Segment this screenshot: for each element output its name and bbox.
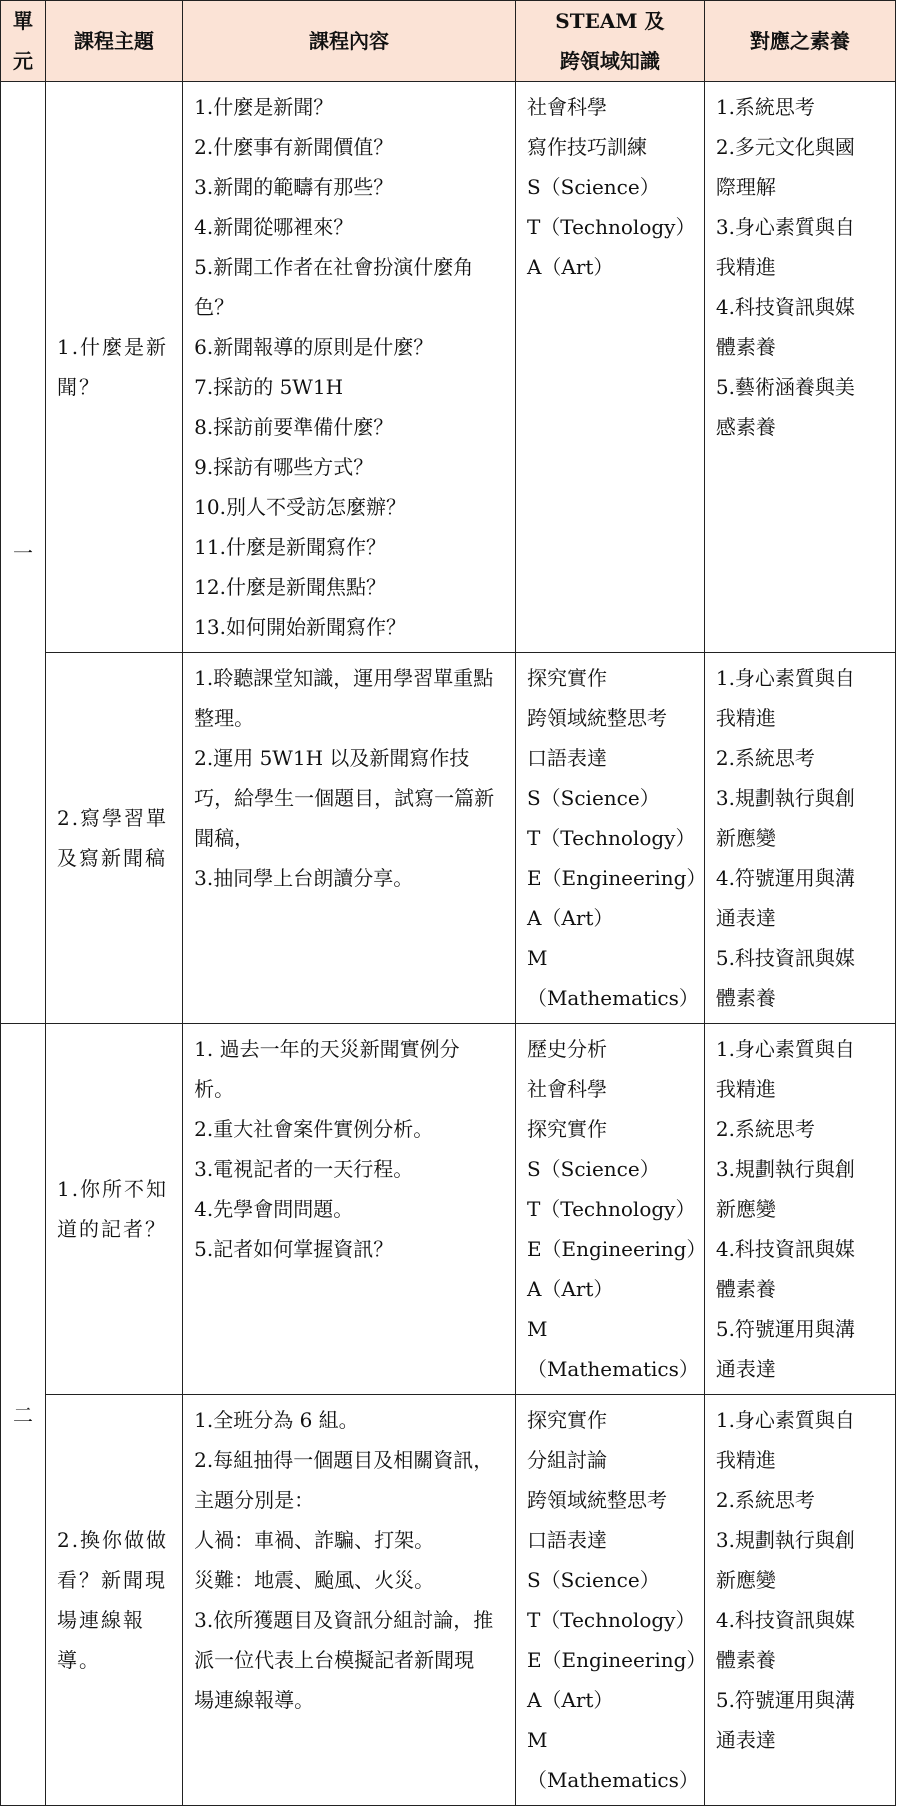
course-content-line: 1.全班分為 6 組。: [194, 1408, 359, 1432]
core-literacy-line: 體素養: [715, 1277, 776, 1301]
course-content-line: 主題分別是：: [194, 1488, 315, 1512]
course-content-line: 整理。: [194, 706, 255, 730]
course-topic: [45, 653, 182, 1024]
core-literacy-line: 2.系統思考: [715, 746, 815, 770]
core-literacy-line: 4.科技資訊與媒: [715, 1608, 855, 1632]
course-content-line: 場連線報導。: [194, 1688, 315, 1712]
steam-knowledge-line: T（Technology）: [526, 1197, 696, 1221]
steam-knowledge-line: 歷史分析: [526, 1037, 607, 1061]
course-topic-line: 1.什麼是新: [56, 335, 169, 359]
course-content-line: 巧，給學生一個題目，試寫一篇新: [194, 786, 495, 810]
core-literacy: [704, 653, 895, 1024]
course-content-line: 2.運用 5W1H 以及新聞寫作技: [194, 746, 470, 770]
steam-knowledge-line: 分組討論: [526, 1448, 607, 1472]
course-content-line: 9.採訪有哪些方式？: [194, 455, 374, 479]
core-literacy: [704, 1395, 895, 1806]
course-content-line: 12.什麼是新聞焦點？: [194, 575, 386, 599]
course-content-line: 析。: [194, 1077, 235, 1101]
course-content-line: 3.依所獲題目及資訊分組討論，推: [194, 1608, 494, 1632]
course-content-line: 派一位代表上台模擬記者新聞現: [194, 1648, 475, 1672]
table-row: [1, 1395, 896, 1806]
steam-knowledge-line: M: [526, 1317, 548, 1341]
steam-knowledge-line: 社會科學: [526, 95, 607, 119]
course-topic-line: 場連線報: [56, 1608, 145, 1632]
core-literacy-line: 4.科技資訊與媒: [715, 295, 855, 319]
core-literacy-line: 1.身心素質與自: [715, 1408, 855, 1432]
core-literacy-line: 新應變: [715, 826, 776, 850]
core-literacy-line: 3.規劃執行與創: [715, 786, 855, 810]
steam-knowledge-line: S（Science）: [526, 175, 660, 199]
course-content-line: 8.採訪前要準備什麼？: [194, 415, 394, 439]
core-literacy-line: 5.符號運用與溝: [715, 1688, 855, 1712]
course-content-line: 色？: [194, 295, 235, 319]
course-content-line: 4.先學會問問題。: [194, 1197, 354, 1221]
core-literacy-line: 3.規劃執行與創: [715, 1528, 855, 1552]
unit-label: 二: [1, 1024, 46, 1806]
course-content-line: 4.新聞從哪裡來？: [194, 215, 354, 239]
course-content-line: 5.新聞工作者在社會扮演什麼角: [194, 255, 474, 279]
course-content-line: 3.新聞的範疇有那些？: [194, 175, 394, 199]
course-content-line: 1.什麼是新聞？: [194, 95, 334, 119]
course-content: [183, 82, 516, 653]
course-content: [183, 653, 516, 1024]
steam-knowledge-line: 社會科學: [526, 1077, 607, 1101]
core-literacy-line: 我精進: [715, 1448, 776, 1472]
steam-knowledge-line: T（Technology）: [526, 826, 696, 850]
core-literacy-line: 際理解: [715, 175, 776, 199]
core-literacy-line: 3.規劃執行與創: [715, 1157, 855, 1181]
course-content-line: 3.電視記者的一天行程。: [194, 1157, 414, 1181]
course-content-line: 7.採訪的 5W1H: [194, 375, 344, 399]
steam-knowledge-line: E（Engineering）: [526, 1648, 707, 1672]
steam-knowledge-line: T（Technology）: [526, 215, 696, 239]
course-topic-line: 2.換你做做: [56, 1528, 169, 1552]
core-literacy-line: 1.身心素質與自: [715, 1037, 855, 1061]
steam-knowledge-line: 探究實作: [526, 1408, 607, 1432]
core-literacy-line: 通表達: [715, 1357, 776, 1381]
table-header-row: [1, 1, 896, 82]
course-content-line: 2.什麼事有新聞價值？: [194, 135, 394, 159]
table-row: [1, 82, 896, 653]
course-content-line: 5.記者如何掌握資訊？: [194, 1237, 394, 1261]
header-steam: STEAM 及 跨領域知識: [515, 1, 704, 82]
core-literacy-line: 感素養: [715, 415, 776, 439]
table-row: [1, 1024, 896, 1395]
core-literacy-line: 新應變: [715, 1197, 776, 1221]
steam-knowledge-line: S（Science）: [526, 1568, 660, 1592]
steam-knowledge-line: 跨領域統整思考: [526, 706, 667, 730]
steam-knowledge-line: S（Science）: [526, 786, 660, 810]
steam-knowledge: [515, 82, 704, 653]
header-literacy: 對應之素養: [704, 1, 895, 82]
course-content-line: 人禍：車禍、詐騙、打架。: [194, 1528, 435, 1552]
course-content-line: 1. 過去一年的天災新聞實例分: [194, 1037, 460, 1061]
core-literacy-line: 5.符號運用與溝: [715, 1317, 855, 1341]
steam-knowledge-line: 探究實作: [526, 1117, 607, 1141]
course-content-line: 2.重大社會案件實例分析。: [194, 1117, 434, 1141]
course-content-line: 11.什麼是新聞寫作？: [194, 535, 386, 559]
core-literacy-line: 4.科技資訊與媒: [715, 1237, 855, 1261]
core-literacy-line: 通表達: [715, 906, 776, 930]
core-literacy-line: 1.系統思考: [715, 95, 815, 119]
course-topic: [45, 1395, 182, 1806]
course-topic-line: 聞？: [56, 375, 101, 399]
steam-knowledge-line: 寫作技巧訓練: [526, 135, 647, 159]
core-literacy-line: 我精進: [715, 1077, 776, 1101]
steam-knowledge-line: 跨領域統整思考: [526, 1488, 667, 1512]
table-row: [1, 653, 896, 1024]
course-topic-line: 及寫新聞稿: [56, 846, 167, 870]
steam-knowledge-line: E（Engineering）: [526, 866, 707, 890]
course-topic-line: 2.寫學習單: [56, 806, 169, 830]
steam-knowledge-line: A（Art）: [526, 255, 614, 279]
steam-knowledge-line: S（Science）: [526, 1157, 660, 1181]
steam-knowledge-line: （Mathematics）: [526, 1357, 699, 1381]
steam-knowledge-line: 探究實作: [526, 666, 607, 690]
course-topic-line: 1.你所不知: [56, 1177, 169, 1201]
steam-knowledge-line: M: [526, 946, 548, 970]
core-literacy-line: 1.身心素質與自: [715, 666, 855, 690]
core-literacy-line: 體素養: [715, 986, 776, 1010]
core-literacy-line: 通表達: [715, 1728, 776, 1752]
steam-knowledge-line: E（Engineering）: [526, 1237, 707, 1261]
core-literacy-line: 5.科技資訊與媒: [715, 946, 855, 970]
header-topic: 課程主題: [45, 1, 182, 82]
course-content-line: 13.如何開始新聞寫作？: [194, 615, 406, 639]
steam-knowledge-line: A（Art）: [526, 1688, 614, 1712]
core-literacy-line: 2.系統思考: [715, 1117, 815, 1141]
core-literacy-line: 3.身心素質與自: [715, 215, 855, 239]
steam-knowledge-line: （Mathematics）: [526, 986, 699, 1010]
steam-knowledge-line: （Mathematics）: [526, 1768, 699, 1792]
steam-knowledge: [515, 1395, 707, 1806]
course-content-line: 3.抽同學上台朗讀分享。: [194, 866, 414, 890]
core-literacy-line: 體素養: [715, 335, 776, 359]
core-literacy-line: 5.藝術涵養與美: [715, 375, 855, 399]
course-content-line: 2.每組抽得一個題目及相關資訊，: [194, 1448, 494, 1472]
steam-knowledge-line: T（Technology）: [526, 1608, 696, 1632]
core-literacy-line: 我精進: [715, 706, 776, 730]
core-literacy: [704, 82, 895, 653]
course-content-line: 6.新聞報導的原則是什麼？: [194, 335, 434, 359]
steam-knowledge: [515, 1024, 707, 1395]
steam-knowledge-line: 口語表達: [526, 1528, 607, 1552]
course-content-line: 聞稿，: [194, 826, 255, 850]
header-content: 課程內容: [183, 1, 516, 82]
course-content: [183, 1395, 516, 1806]
course-topic-line: 導。: [56, 1648, 101, 1672]
steam-knowledge-line: M: [526, 1728, 548, 1752]
header-unit: 單 元: [1, 1, 46, 82]
course-topic: [45, 1024, 182, 1395]
core-literacy-line: 我精進: [715, 255, 776, 279]
core-literacy-line: 新應變: [715, 1568, 776, 1592]
course-topic-line: 看？新聞現: [56, 1568, 167, 1592]
steam-knowledge-line: A（Art）: [526, 1277, 614, 1301]
course-content-line: 10.別人不受訪怎麼辦？: [194, 495, 406, 519]
course-topic: [45, 82, 182, 653]
steam-knowledge-line: A（Art）: [526, 906, 614, 930]
core-literacy-line: 2.系統思考: [715, 1488, 815, 1512]
course-content-line: 災難：地震、颱風、火災。: [194, 1568, 435, 1592]
core-literacy-line: 4.符號運用與溝: [715, 866, 855, 890]
course-topic-line: 道的記者？: [56, 1217, 167, 1241]
course-content-line: 1.聆聽課堂知識，運用學習單重點: [194, 666, 494, 690]
steam-knowledge-line: 口語表達: [526, 746, 607, 770]
course-content: [183, 1024, 516, 1395]
core-literacy-line: 體素養: [715, 1648, 776, 1672]
steam-knowledge: [515, 653, 707, 1024]
core-literacy: [704, 1024, 895, 1395]
unit-label: 一: [1, 82, 46, 1024]
core-literacy-line: 2.多元文化與國: [715, 135, 855, 159]
